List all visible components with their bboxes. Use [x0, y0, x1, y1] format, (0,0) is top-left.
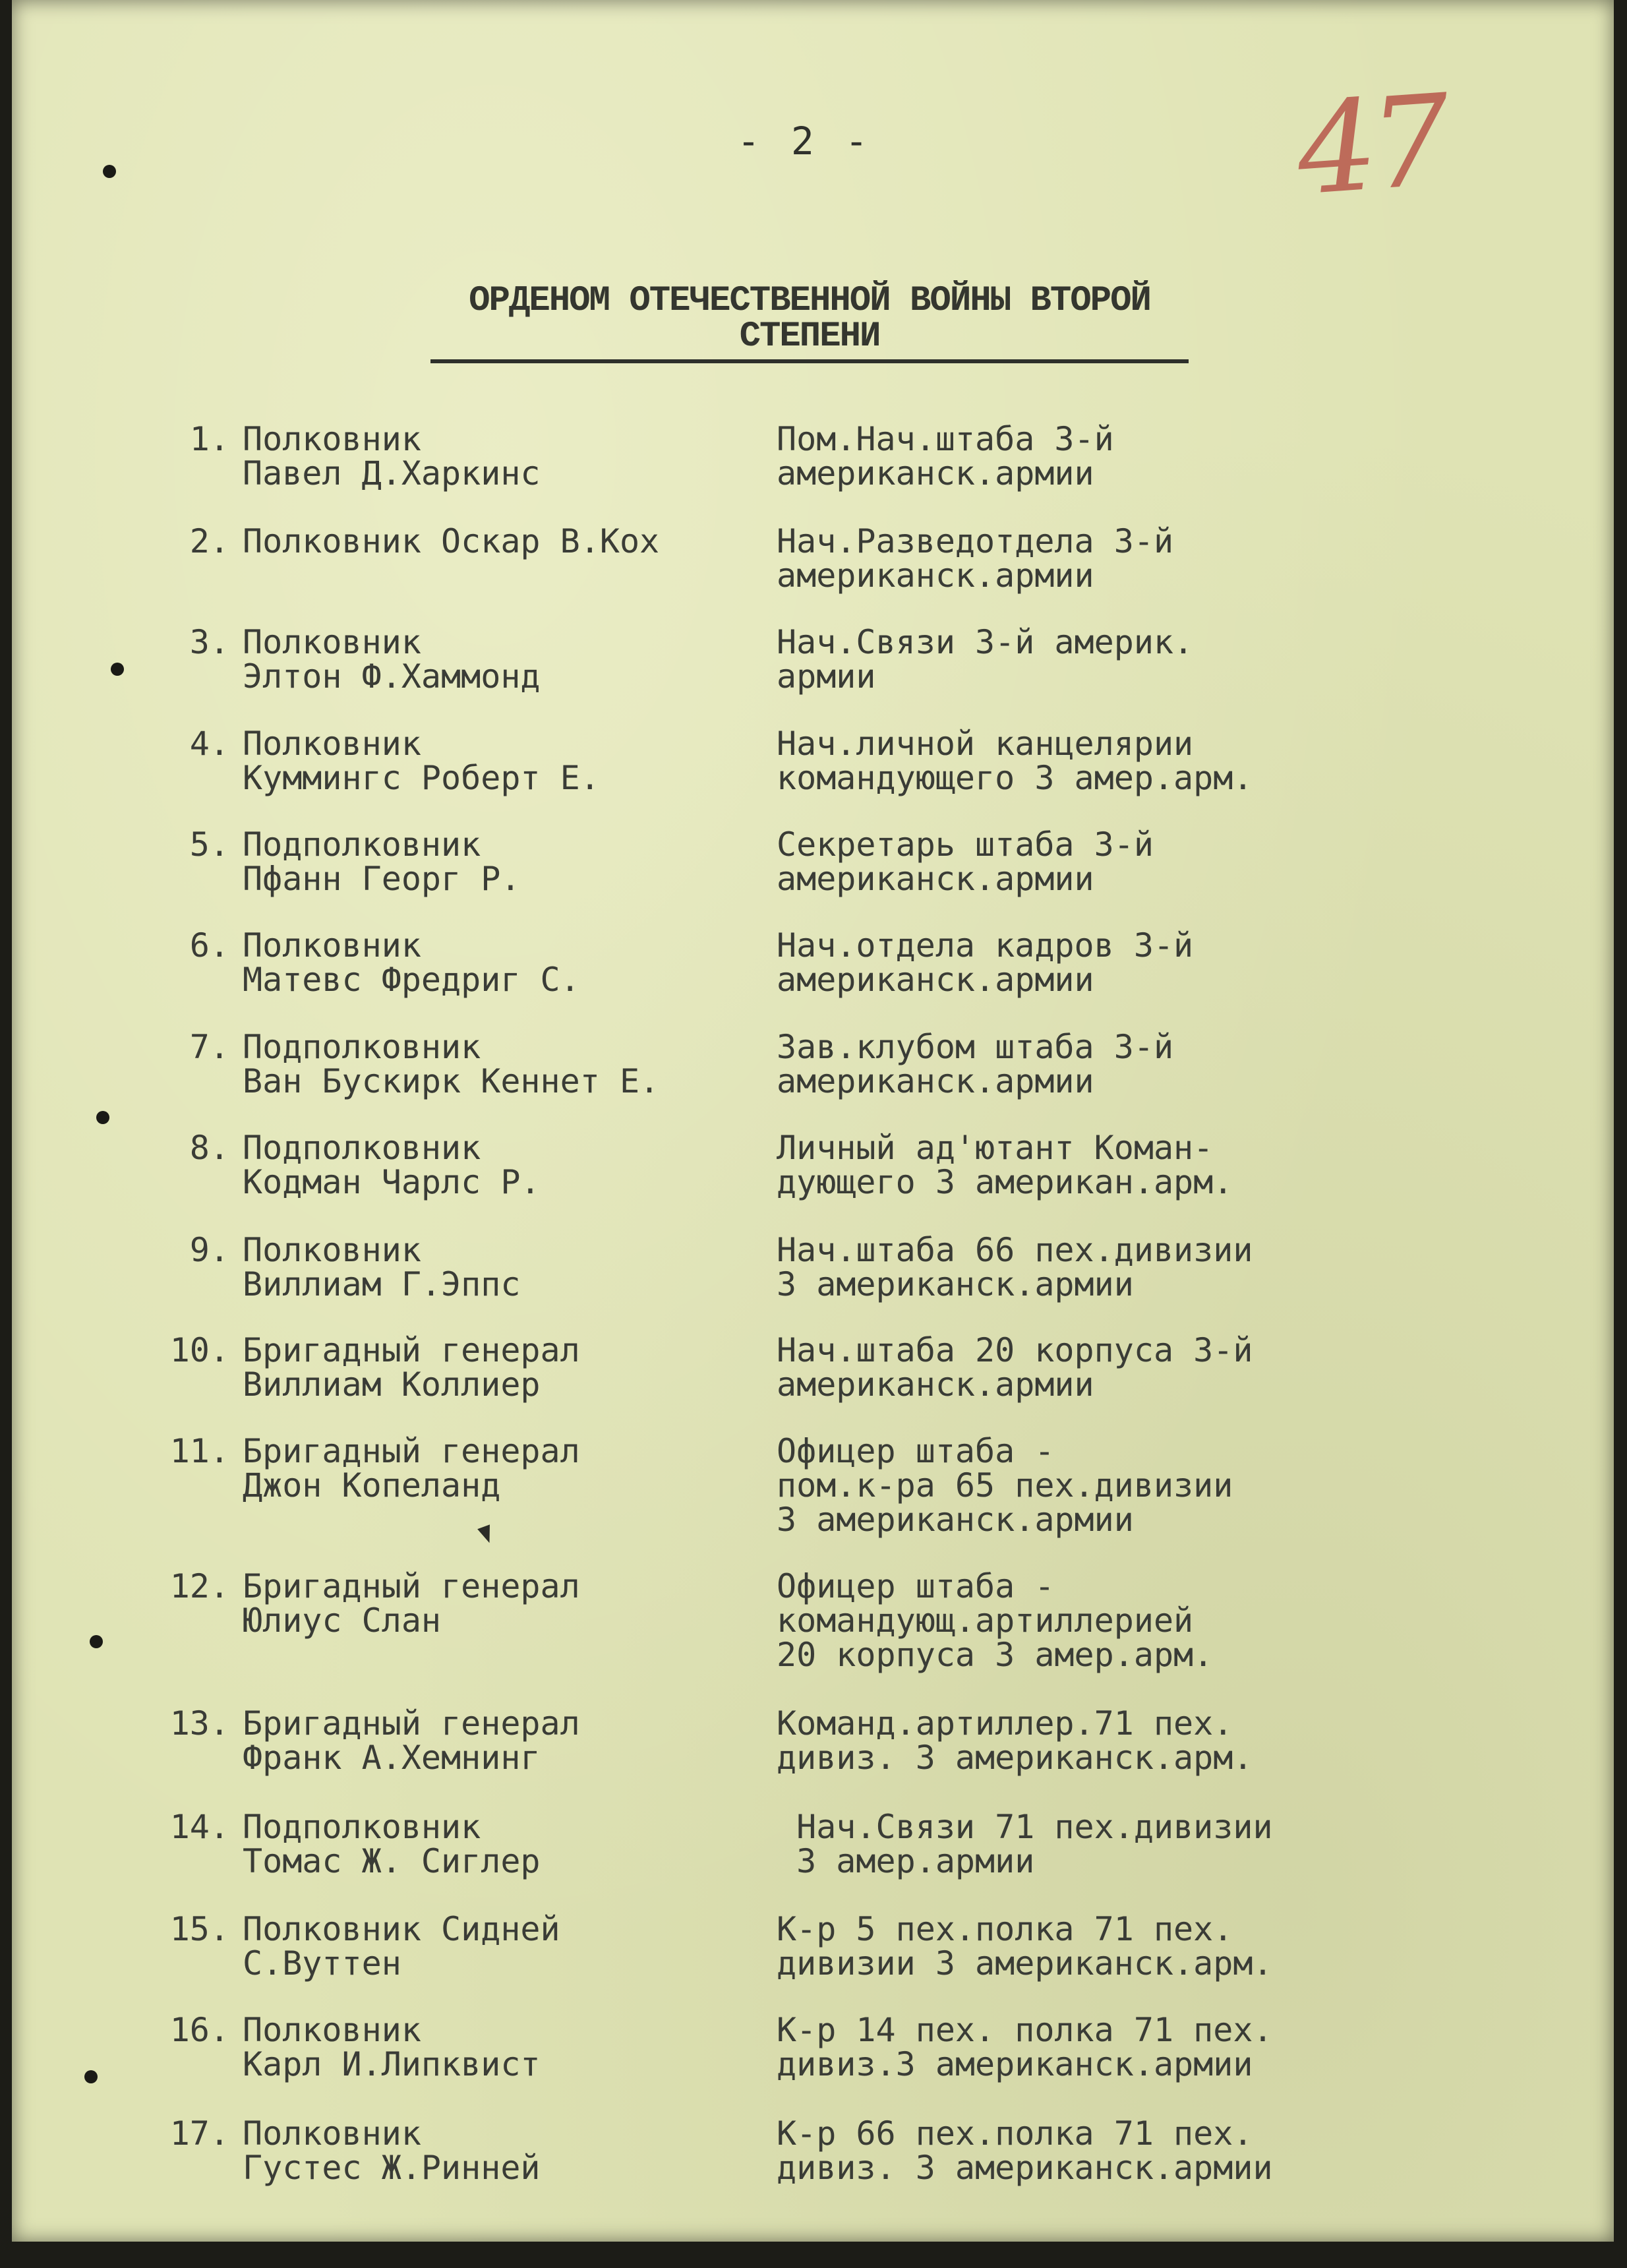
entry-position — [777, 1233, 1568, 1301]
rank-name-line: Бригадный генерал — [243, 1432, 580, 1470]
award-entry — [12, 1030, 1614, 1109]
position-line: К-р 14 пех. полка 71 пех. — [777, 2011, 1273, 2049]
rank-name-line: Бригадный генерал — [243, 1567, 580, 1605]
position-line: Нач.Связи 71 пех.дивизии — [777, 1808, 1273, 1846]
position-line: 3 американск.армии — [777, 1265, 1134, 1303]
binder-hole — [90, 1635, 103, 1648]
rank-name-line: Куммингс Роберт Е. — [243, 759, 600, 797]
position-line: Нач.Разведотдела 3-й — [777, 522, 1174, 560]
entry-number: 1. — [189, 420, 229, 458]
position-line: американск.армии — [777, 860, 1094, 898]
position-line: Нач.штаба 20 корпуса 3-й — [777, 1331, 1253, 1369]
award-entry — [12, 1131, 1614, 1210]
entry-number: 2. — [189, 522, 229, 560]
document-page — [12, 0, 1614, 2242]
position-line: Нач.личной канцелярии — [777, 725, 1194, 763]
entry-number: 8. — [189, 1129, 229, 1167]
rank-name-line: Элтон Ф.Хаммонд — [243, 657, 541, 696]
award-entry — [12, 1567, 1614, 1674]
position-line: Нач.штаба 66 пех.дивизии — [777, 1231, 1253, 1269]
rank-name-line: Виллиам Коллиер — [243, 1365, 541, 1404]
entry-number: 15. — [169, 1910, 229, 1948]
rank-name-line: Подполковник — [243, 1129, 481, 1167]
page-number: - 2 - — [737, 119, 872, 164]
position-line: американск.армии — [777, 1062, 1094, 1100]
position-line: дующего 3 американ.арм. — [777, 1163, 1233, 1201]
archive-number-handwritten: 47 — [1292, 67, 1449, 224]
award-entry — [12, 625, 1614, 704]
rank-name-line: Густес Ж.Ринней — [243, 2149, 541, 2187]
award-entry — [12, 2013, 1614, 2092]
entry-rank-name — [243, 1810, 783, 1878]
entry-rank-name — [243, 928, 783, 997]
award-entry — [12, 1912, 1614, 1991]
position-line: дивиз.3 американск.армии — [777, 2045, 1253, 2083]
award-entry — [12, 1233, 1614, 1312]
entry-rank-name — [243, 1706, 783, 1775]
award-entry — [12, 827, 1614, 907]
position-line: американск.армии — [777, 961, 1094, 999]
position-line: американск.армии — [777, 1365, 1094, 1404]
entry-position — [777, 1912, 1568, 1981]
rank-name-line: Полковник — [243, 1231, 421, 1269]
position-line: Команд.артиллер.71 пех. — [777, 1704, 1233, 1743]
position-line: 3 амер.армии — [777, 1842, 1035, 1880]
section-heading — [427, 281, 1192, 357]
entry-rank-name — [243, 1131, 783, 1199]
rank-name-line: Виллиам Г.Эппс — [243, 1265, 521, 1303]
entry-position — [777, 928, 1568, 997]
heading-underline — [430, 359, 1189, 363]
entry-number: 4. — [189, 725, 229, 763]
entry-position — [777, 1131, 1568, 1199]
award-entry — [12, 928, 1614, 1007]
entry-number: 3. — [189, 623, 229, 661]
entry-position — [777, 1810, 1568, 1878]
entry-rank-name — [243, 1030, 783, 1098]
binder-hole — [84, 2070, 98, 2083]
entry-rank-name — [243, 422, 783, 491]
award-entry — [12, 1810, 1614, 1889]
rank-name-line: Юлиус Слан — [243, 1601, 442, 1640]
rank-name-line: Полковник — [243, 725, 421, 763]
binder-hole — [96, 1111, 109, 1124]
entry-rank-name — [243, 2013, 783, 2081]
entry-rank-name — [243, 625, 783, 694]
award-entry — [12, 1432, 1614, 1539]
position-line: Нач.отдела кадров 3-й — [777, 926, 1194, 965]
entry-rank-name — [243, 524, 783, 558]
rank-name-line: Карл И.Липквист — [243, 2045, 541, 2083]
entry-number: 6. — [189, 926, 229, 965]
position-line: армии — [777, 657, 876, 696]
position-line: 3 американск.армии — [777, 1501, 1134, 1539]
rank-name-line: Матевс Фредриг С. — [243, 961, 580, 999]
entry-number: 12. — [169, 1567, 229, 1605]
pencil-mark — [477, 1524, 496, 1545]
entry-rank-name — [243, 727, 783, 795]
entry-number: 9. — [189, 1231, 229, 1269]
rank-name-line: Бригадный генерал — [243, 1704, 580, 1743]
position-line: дивизии 3 американск.арм. — [777, 1944, 1273, 1983]
position-line: 20 корпуса 3 амер.арм. — [777, 1636, 1214, 1674]
position-line: командующ.артиллерией — [777, 1601, 1194, 1640]
position-line: Пом.Нач.штаба 3-й — [777, 420, 1114, 458]
position-line: Нач.Связи 3-й америк. — [777, 623, 1194, 661]
position-line: Зав.клубом штаба 3-й — [777, 1028, 1174, 1066]
position-line: К-р 66 пех.полка 71 пех. — [777, 2114, 1253, 2153]
entry-number: 17. — [169, 2114, 229, 2153]
position-line: Секретарь штаба 3-й — [777, 825, 1154, 864]
binder-hole — [111, 663, 124, 676]
entry-rank-name — [243, 1912, 783, 1981]
entry-rank-name — [243, 2116, 783, 2185]
position-line: командующего 3 амер.арм. — [777, 759, 1253, 797]
entry-rank-name — [243, 1434, 783, 1503]
entry-position — [777, 827, 1568, 896]
position-line: К-р 5 пех.полка 71 пех. — [777, 1910, 1233, 1948]
rank-name-line: Кодман Чарлс Р. — [243, 1163, 541, 1201]
award-entry — [12, 727, 1614, 806]
entry-number: 11. — [169, 1432, 229, 1470]
award-entry — [12, 2116, 1614, 2195]
rank-name-line: Полковник — [243, 2011, 421, 2049]
award-entry — [12, 1706, 1614, 1785]
entry-rank-name — [243, 1333, 783, 1402]
award-entry — [12, 524, 1614, 603]
rank-name-line: Полковник Сидней — [243, 1910, 560, 1948]
rank-name-line: Пфанн Георг Р. — [243, 860, 521, 898]
entry-position — [777, 727, 1568, 795]
binder-hole — [103, 165, 116, 178]
entry-number: 10. — [169, 1331, 229, 1369]
position-line: дивиз. 3 американск.армии — [777, 2149, 1273, 2187]
entry-position — [777, 1706, 1568, 1775]
entry-number: 7. — [189, 1028, 229, 1066]
rank-name-line: Ван Бускирк Кеннет Е. — [243, 1062, 660, 1100]
position-line: дивиз. 3 американск.арм. — [777, 1739, 1253, 1777]
entry-number: 13. — [169, 1704, 229, 1743]
entry-number: 5. — [189, 825, 229, 864]
position-line: американск.армии — [777, 556, 1094, 595]
rank-name-line: Полковник — [243, 2114, 421, 2153]
rank-name-line: Полковник — [243, 623, 421, 661]
award-entry — [12, 1333, 1614, 1412]
entry-position — [777, 422, 1568, 491]
rank-name-line: Подполковник — [243, 1028, 481, 1066]
position-line: американск.армии — [777, 454, 1094, 492]
position-line: Офицер штаба - — [777, 1432, 1055, 1470]
entry-position — [777, 2013, 1568, 2081]
position-line: Личный ад'ютант Коман- — [777, 1129, 1214, 1167]
entry-position — [777, 1030, 1568, 1098]
entry-rank-name — [243, 827, 783, 896]
rank-name-line: Джон Копеланд — [243, 1466, 501, 1505]
heading-line-2: СТЕПЕНИ — [739, 316, 880, 357]
entry-number: 14. — [169, 1808, 229, 1846]
rank-name-line: Павел Д.Харкинс — [243, 454, 541, 492]
entry-position — [777, 1569, 1568, 1672]
rank-name-line: Подполковник — [243, 825, 481, 864]
entry-position — [777, 1434, 1568, 1537]
rank-name-line: Франк А.Хемнинг — [243, 1739, 541, 1777]
entry-position — [777, 2116, 1568, 2185]
heading-line-1: ОРДЕНОМ ОТЕЧЕСТВЕННОЙ ВОЙНЫ ВТОРОЙ — [469, 281, 1150, 321]
entry-rank-name — [243, 1233, 783, 1301]
rank-name-line: Подполковник — [243, 1808, 481, 1846]
entry-position — [777, 1333, 1568, 1402]
entry-number: 16. — [169, 2011, 229, 2049]
rank-name-line: С.Вуттен — [243, 1944, 401, 1983]
rank-name-line: Полковник — [243, 926, 421, 965]
award-entry — [12, 422, 1614, 501]
rank-name-line: Томас Ж. Сиглер — [243, 1842, 541, 1880]
position-line: Офицер штаба - — [777, 1567, 1055, 1605]
position-line: пом.к-ра 65 пех.дивизии — [777, 1466, 1233, 1505]
entry-position — [777, 625, 1568, 694]
rank-name-line: Полковник Оскар В.Кох — [243, 522, 660, 560]
rank-name-line: Бригадный генерал — [243, 1331, 580, 1369]
rank-name-line: Полковник — [243, 420, 421, 458]
entry-rank-name — [243, 1569, 783, 1638]
entry-position — [777, 524, 1568, 593]
